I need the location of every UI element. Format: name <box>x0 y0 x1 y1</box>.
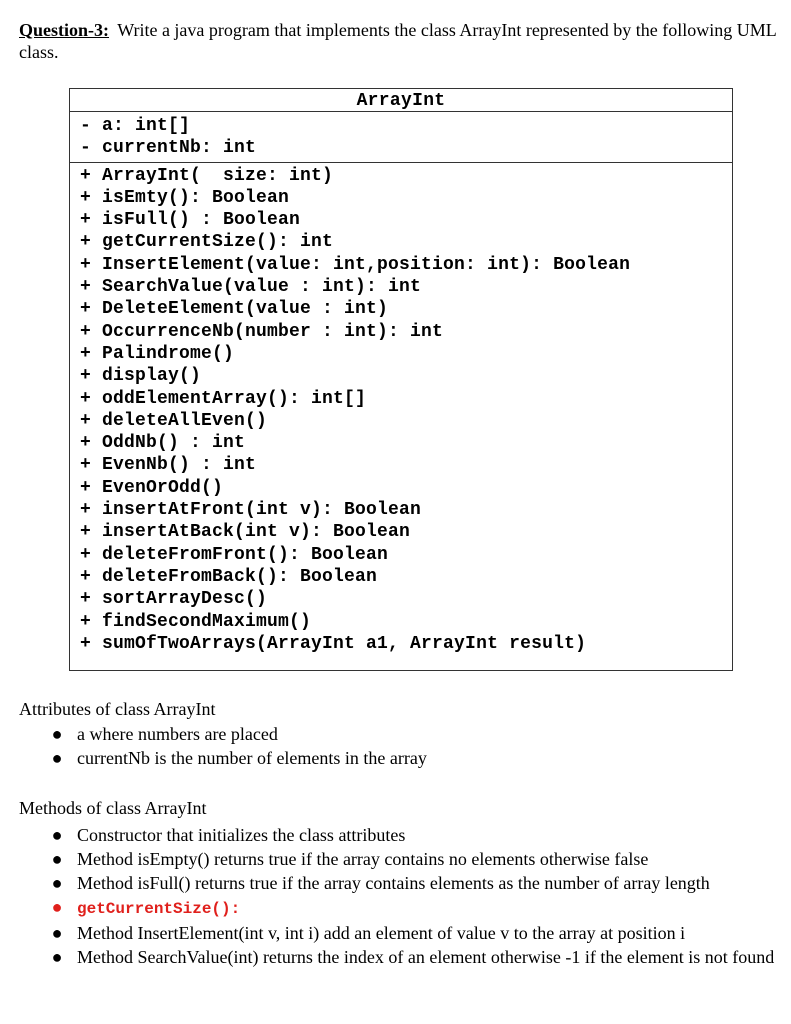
uml-method: + isFull() : Boolean <box>80 210 301 231</box>
attributes-list <box>19 722 784 770</box>
list-item <box>19 945 784 969</box>
list-item-text: Method isEmpty() returns true if the array contains no elements otherwise false <box>77 849 649 869</box>
uml-methods-compartment <box>70 163 732 656</box>
uml-attributes-compartment <box>70 112 732 163</box>
uml-method: + ArrayInt( size: int) <box>80 165 334 186</box>
uml-method: + SearchValue(value : int): int <box>80 277 422 298</box>
uml-method: + insertAtBack(int v): Boolean <box>80 522 411 543</box>
uml-method: + Palindrome() <box>80 343 235 364</box>
uml-method: + oddElementArray(): int[] <box>80 388 367 409</box>
methods-section-title: Methods of class ArrayInt <box>19 798 207 818</box>
question-paragraph <box>19 19 784 63</box>
uml-method: + InsertElement(value: int,position: int): Boolean <box>80 254 631 275</box>
list-item-text: Method isFull() returns true if the array contains elements as the number of array length <box>77 873 710 893</box>
uml-method: + getCurrentSize(): int <box>80 232 334 253</box>
uml-attribute: - currentNb: int <box>80 138 257 159</box>
uml-class-name: ArrayInt <box>70 89 732 112</box>
list-item-text-highlighted: getCurrentSize(): <box>77 900 241 918</box>
bullet-icon: ● <box>51 923 63 943</box>
bullet-icon: ● <box>51 748 63 768</box>
uml-class-diagram <box>69 88 733 671</box>
list-item <box>19 847 784 871</box>
uml-method: + DeleteElement(value : int) <box>80 299 389 320</box>
bullet-icon: ● <box>51 825 63 845</box>
question-text: Write a java program that implements the class ArrayInt represented by the following UML class. <box>19 20 777 62</box>
uml-method: + EvenNb() : int <box>80 455 257 476</box>
list-item-text: Constructor that initializes the class attributes <box>77 825 406 845</box>
uml-method: + deleteFromBack(): Boolean <box>80 566 378 587</box>
uml-method: + sumOfTwoArrays(ArrayInt a1, ArrayInt result) <box>80 633 587 654</box>
uml-method: + insertAtFront(int v): Boolean <box>80 500 422 521</box>
attributes-section-title: Attributes of class ArrayInt <box>19 699 216 719</box>
uml-method: + display() <box>80 366 202 387</box>
uml-method: + OccurrenceNb(number : int): int <box>80 321 444 342</box>
bullet-icon: ● <box>51 849 63 869</box>
list-item-highlighted <box>19 895 784 921</box>
uml-method: + deleteFromFront(): Boolean <box>80 544 389 565</box>
question-label: Question-3: <box>19 20 109 40</box>
list-item <box>19 722 784 746</box>
uml-method: + EvenOrOdd() <box>80 477 224 498</box>
list-item <box>19 746 784 770</box>
bullet-icon: ● <box>51 897 63 917</box>
uml-method: + OddNb() : int <box>80 433 246 454</box>
uml-method: + sortArrayDesc() <box>80 589 268 610</box>
uml-method: + findSecondMaximum() <box>80 611 312 632</box>
list-item-text: a where numbers are placed <box>77 724 278 744</box>
bullet-icon: ● <box>51 947 63 967</box>
list-item <box>19 871 784 895</box>
bullet-icon: ● <box>51 873 63 893</box>
methods-list <box>19 823 784 969</box>
list-item-text: Method SearchValue(int) returns the index of an element otherwise -1 if the element is not found <box>77 947 775 967</box>
list-item-text: Method InsertElement(int v, int i) add an element of value v to the array at position i <box>77 923 686 943</box>
list-item <box>19 823 784 847</box>
uml-method: + isEmty(): Boolean <box>80 187 290 208</box>
list-item-text: currentNb is the number of elements in the array <box>77 748 427 768</box>
uml-method: + deleteAllEven() <box>80 410 268 431</box>
list-item <box>19 921 784 945</box>
uml-attribute: - a: int[] <box>80 116 191 136</box>
bullet-icon: ● <box>51 724 63 744</box>
